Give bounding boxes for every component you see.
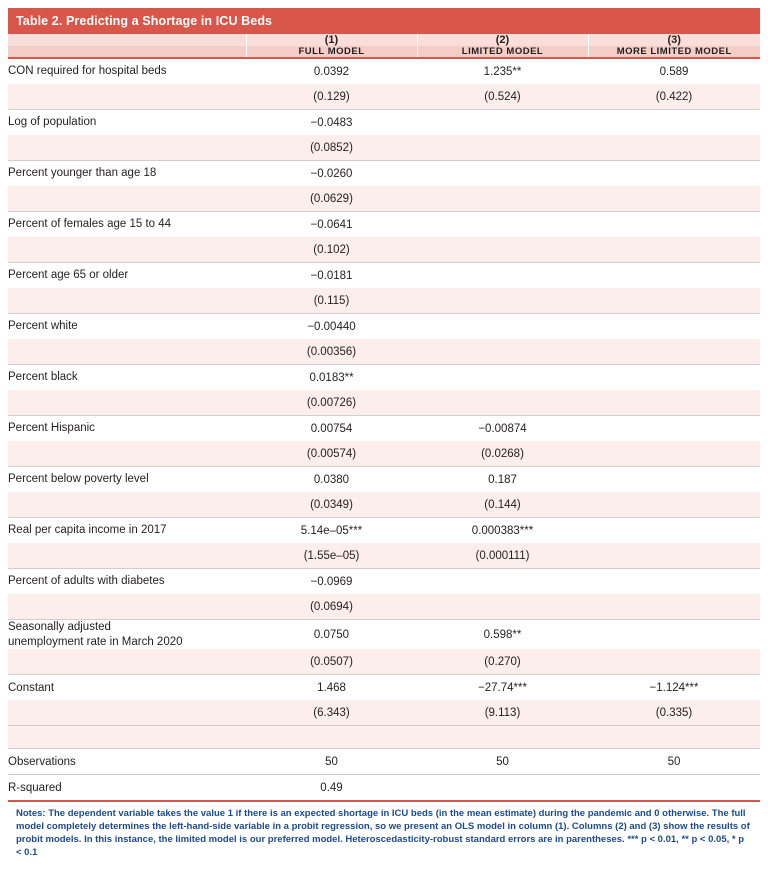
row-label-blank <box>8 186 246 212</box>
coefficient-cell <box>417 365 588 391</box>
standard-error-cell: (0.0268) <box>417 441 588 467</box>
coefficient-cell <box>417 212 588 238</box>
standard-error-cell <box>588 135 760 161</box>
standard-error-cell: (0.00574) <box>246 441 417 467</box>
row-label: Log of population <box>8 110 246 136</box>
table-row-standard-error <box>8 543 760 569</box>
standard-error-cell: (0.129) <box>246 84 417 110</box>
header-name-more-limited-model: MORE LIMITED MODEL <box>588 46 760 58</box>
row-label: Percent black <box>8 365 246 391</box>
standard-error-cell: (0.270) <box>417 649 588 675</box>
table-row-standard-error <box>8 700 760 726</box>
header-name-limited-model: LIMITED MODEL <box>417 46 588 58</box>
table-row <box>8 675 760 701</box>
standard-error-cell: (0.00726) <box>246 390 417 416</box>
coefficient-cell <box>588 212 760 238</box>
summary-label: Observations <box>8 749 246 775</box>
coefficient-cell <box>588 467 760 493</box>
standard-error-cell <box>588 594 760 620</box>
standard-error-cell <box>417 339 588 365</box>
standard-error-cell: (0.102) <box>246 237 417 263</box>
table-row-standard-error <box>8 84 760 110</box>
coefficient-cell <box>417 161 588 187</box>
standard-error-cell: (1.55e‒05) <box>246 543 417 569</box>
table-row <box>8 212 760 238</box>
standard-error-cell: (0.422) <box>588 84 760 110</box>
coefficient-cell: 1.235** <box>417 58 588 84</box>
standard-error-cell <box>588 237 760 263</box>
standard-error-cell: (0.0507) <box>246 649 417 675</box>
standard-error-cell: (0.00356) <box>246 339 417 365</box>
summary-value-cell: 50 <box>588 749 760 775</box>
coefficient-cell: 0.589 <box>588 58 760 84</box>
coefficient-cell <box>588 620 760 650</box>
standard-error-cell: (0.335) <box>588 700 760 726</box>
spacer-cell <box>246 726 417 749</box>
summary-value-cell <box>417 775 588 802</box>
table-spacer-row <box>8 726 760 749</box>
coefficient-cell <box>417 110 588 136</box>
header-name-full-model: FULL MODEL <box>246 46 417 58</box>
table-row-standard-error <box>8 594 760 620</box>
table-row <box>8 467 760 493</box>
standard-error-cell <box>588 390 760 416</box>
header-number-1: (1) <box>246 34 417 46</box>
table-row <box>8 365 760 391</box>
header-row-names <box>8 46 760 58</box>
row-label-blank <box>8 543 246 569</box>
standard-error-cell: (6.343) <box>246 700 417 726</box>
coefficient-cell <box>588 110 760 136</box>
spacer-cell <box>588 726 760 749</box>
table-row <box>8 620 760 650</box>
row-label-blank <box>8 390 246 416</box>
coefficient-cell: −0.0260 <box>246 161 417 187</box>
table-row <box>8 569 760 595</box>
standard-error-cell <box>588 543 760 569</box>
row-label-blank <box>8 84 246 110</box>
row-label-blank <box>8 700 246 726</box>
row-label: Seasonally adjusted unemployment rate in March 2020 <box>8 620 246 650</box>
table-summary-row <box>8 749 760 775</box>
summary-value-cell: 50 <box>417 749 588 775</box>
coefficient-cell: −0.00874 <box>417 416 588 442</box>
standard-error-cell: (0.0349) <box>246 492 417 518</box>
coefficient-cell: 0.000383*** <box>417 518 588 544</box>
coefficient-cell: 0.00754 <box>246 416 417 442</box>
row-label-blank <box>8 237 246 263</box>
table-row-standard-error <box>8 186 760 212</box>
row-label: Constant <box>8 675 246 701</box>
header-number-3: (3) <box>588 34 760 46</box>
coefficient-cell <box>588 416 760 442</box>
coefficient-cell: 0.0392 <box>246 58 417 84</box>
standard-error-cell <box>417 288 588 314</box>
row-label: Percent Hispanic <box>8 416 246 442</box>
table-row <box>8 58 760 84</box>
table-row <box>8 416 760 442</box>
coefficient-cell: −0.00440 <box>246 314 417 340</box>
coefficient-cell: 0.0183** <box>246 365 417 391</box>
standard-error-cell <box>588 288 760 314</box>
coefficient-cell: 0.0380 <box>246 467 417 493</box>
summary-value-cell <box>588 775 760 802</box>
summary-label: R-squared <box>8 775 246 802</box>
coefficient-cell <box>588 518 760 544</box>
header-name-blank <box>8 46 246 58</box>
coefficient-cell <box>588 365 760 391</box>
standard-error-cell <box>588 441 760 467</box>
standard-error-cell: (0.0852) <box>246 135 417 161</box>
row-label-blank <box>8 288 246 314</box>
table-row-standard-error <box>8 237 760 263</box>
coefficient-cell <box>588 569 760 595</box>
standard-error-cell <box>588 649 760 675</box>
coefficient-cell: −0.0181 <box>246 263 417 289</box>
coefficient-cell: 0.0750 <box>246 620 417 650</box>
summary-value-cell: 50 <box>246 749 417 775</box>
table-row-standard-error <box>8 390 760 416</box>
header-number-blank <box>8 34 246 46</box>
standard-error-cell <box>588 186 760 212</box>
coefficient-cell: 0.598** <box>417 620 588 650</box>
table-row-standard-error <box>8 339 760 365</box>
table-row <box>8 110 760 136</box>
spacer-cell <box>417 726 588 749</box>
table-row <box>8 518 760 544</box>
row-label: CON required for hospital beds <box>8 58 246 84</box>
coefficient-cell <box>417 314 588 340</box>
row-label-blank <box>8 649 246 675</box>
spacer-cell <box>8 726 246 749</box>
table-row <box>8 161 760 187</box>
row-label: Percent younger than age 18 <box>8 161 246 187</box>
standard-error-cell: (0.000111) <box>417 543 588 569</box>
table-row-standard-error <box>8 441 760 467</box>
table-row <box>8 263 760 289</box>
coefficient-cell <box>417 569 588 595</box>
row-label-blank <box>8 339 246 365</box>
header-number-2: (2) <box>417 34 588 46</box>
standard-error-cell: (0.0629) <box>246 186 417 212</box>
row-label-blank <box>8 135 246 161</box>
row-label: Percent age 65 or older <box>8 263 246 289</box>
coefficient-cell: −1.124*** <box>588 675 760 701</box>
coefficient-cell: 0.187 <box>417 467 588 493</box>
standard-error-cell: (0.524) <box>417 84 588 110</box>
row-label-blank <box>8 492 246 518</box>
coefficient-cell: 1.468 <box>246 675 417 701</box>
table-title: Table 2. Predicting a Shortage in ICU Beds <box>8 8 760 34</box>
coefficient-cell <box>588 314 760 340</box>
coefficient-cell: −27.74*** <box>417 675 588 701</box>
regression-table <box>8 34 760 802</box>
table-row-standard-error <box>8 492 760 518</box>
row-label-blank <box>8 594 246 620</box>
header-row-numbers <box>8 34 760 46</box>
table-row-standard-error <box>8 649 760 675</box>
coefficient-cell <box>417 263 588 289</box>
table-row-standard-error <box>8 135 760 161</box>
standard-error-cell <box>417 237 588 263</box>
standard-error-cell: (0.115) <box>246 288 417 314</box>
row-label: Percent of adults with diabetes <box>8 569 246 595</box>
standard-error-cell <box>588 339 760 365</box>
row-label: Percent below poverty level <box>8 467 246 493</box>
table-summary-row <box>8 775 760 802</box>
standard-error-cell <box>417 594 588 620</box>
coefficient-cell: −0.0483 <box>246 110 417 136</box>
table-row-standard-error <box>8 288 760 314</box>
standard-error-cell <box>417 135 588 161</box>
table-header <box>8 34 760 58</box>
standard-error-cell: (9.113) <box>417 700 588 726</box>
summary-value-cell: 0.49 <box>246 775 417 802</box>
coefficient-cell: −0.0969 <box>246 569 417 595</box>
table-row <box>8 314 760 340</box>
row-label: Real per capita income in 2017 <box>8 518 246 544</box>
row-label: Percent of females age 15 to 44 <box>8 212 246 238</box>
table-body <box>8 58 760 801</box>
coefficient-cell: 5.14e‒05*** <box>246 518 417 544</box>
table-notes: Notes: The dependent variable takes the value 1 if there is an expected shortage in ICU beds (in the mean estimate) during the pandemic and 0 otherwise. The full model completely determines the left-hand-side variable in a probit regression, so we present an OLS model in column (1). Columns (2) and (3) show the results of probit models. In this instance, the limited model is our preferred model. Heteroscedasticity-robust standard errors are in parentheses. *** p < 0.01, ** p < 0.05, * p < 0.1 <box>16 808 750 858</box>
standard-error-cell: (0.144) <box>417 492 588 518</box>
standard-error-cell <box>417 390 588 416</box>
coefficient-cell: −0.0641 <box>246 212 417 238</box>
coefficient-cell <box>588 161 760 187</box>
coefficient-cell <box>588 263 760 289</box>
standard-error-cell <box>417 186 588 212</box>
standard-error-cell: (0.0694) <box>246 594 417 620</box>
row-label-blank <box>8 441 246 467</box>
row-label: Percent white <box>8 314 246 340</box>
standard-error-cell <box>588 492 760 518</box>
